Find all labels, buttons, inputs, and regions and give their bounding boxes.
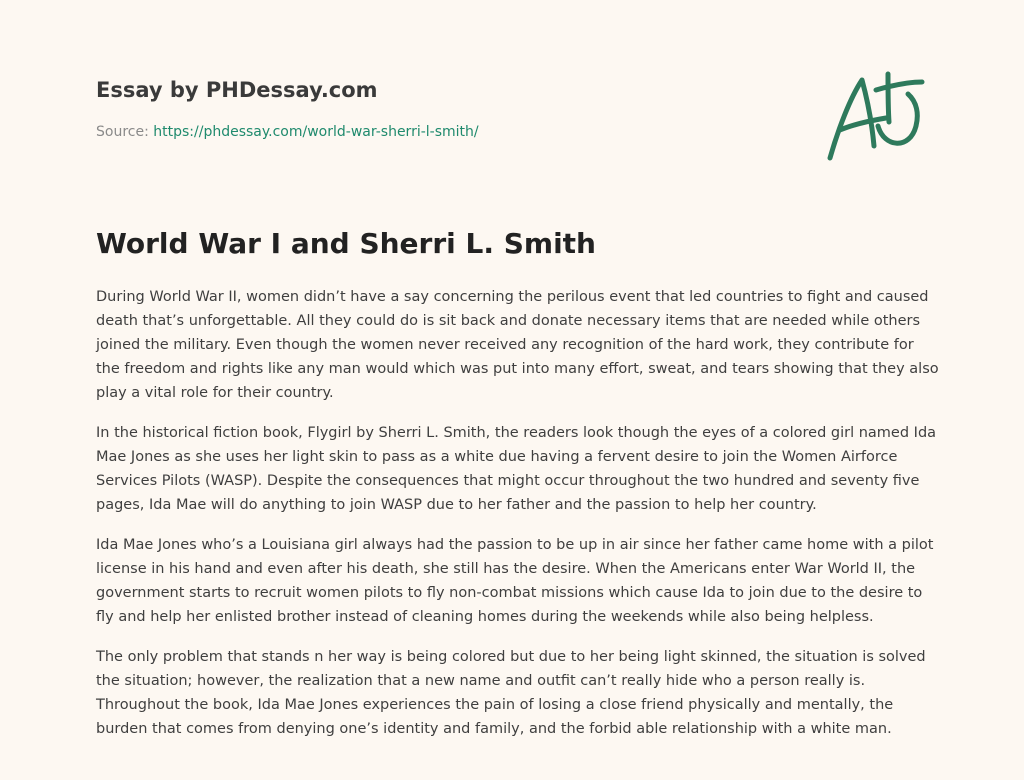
essay-paragraph: During World War II, women didn’t have a say concerning the perilous event that led countries to fight and caused death that’s unforgettable. All they could do is sit back and donate necessary items that are needed while others joined the military. Even though the women never received any recognition of the hard work, they contribute for the freedom and rights like any man would which was put into many effort, sweat, and tears showing that they also play a vital role for their country. [96, 289, 939, 401]
logo-a-stroke [830, 80, 874, 158]
essay-paragraph: In the historical fiction book, Flygirl by Sherri L. Smith, the readers look though the eyes of a colored girl named Ida Mae Jones as she uses her light skin to pass as a white due having a fervent desire to join the Women Airforce Services Pilots (WASP). Despite the consequences that might occur throughout the two hundred and seventy five pages, Ida Mae will do anything to join WASP due to her father and the passion to help her country. [96, 425, 937, 513]
essay-title: World War I and Sherri L. Smith [96, 227, 596, 260]
site-title: Essay by PHDessay.com [96, 78, 378, 102]
source-label: Source: [96, 124, 149, 140]
logo-plus-vertical [888, 74, 889, 122]
essay-paragraph: The only problem that stands n her way is being colored but due to her being light skinned, the situation is solved the situation; however, the realization that a new name and outfit can’t really hide who a person really is. Throughout the book, Ida Mae Jones experiences the pain of losing a close friend physically and mentally, the burden that comes from denying one’s identity and family, and the forbid able relationship with a white man. [96, 649, 926, 737]
source-line [96, 124, 479, 140]
essay-body [96, 285, 941, 757]
a-plus-logo-icon [826, 68, 926, 164]
source-link[interactable]: https://phdessay.com/world-war-sherri-l-smith/ [153, 124, 479, 140]
logo-plus-horizontal [876, 82, 922, 90]
essay-paragraph: Ida Mae Jones who’s a Louisiana girl always had the passion to be up in air since her father came home with a pilot license in his hand and even after his death, she still has the desire. When the Americans enter War World II, the government starts to recruit women pilots to fly non-combat missions which cause Ida to join due to the desire to fly and help her enlisted brother instead of cleaning homes during the weekends while also being helpless. [96, 537, 934, 625]
